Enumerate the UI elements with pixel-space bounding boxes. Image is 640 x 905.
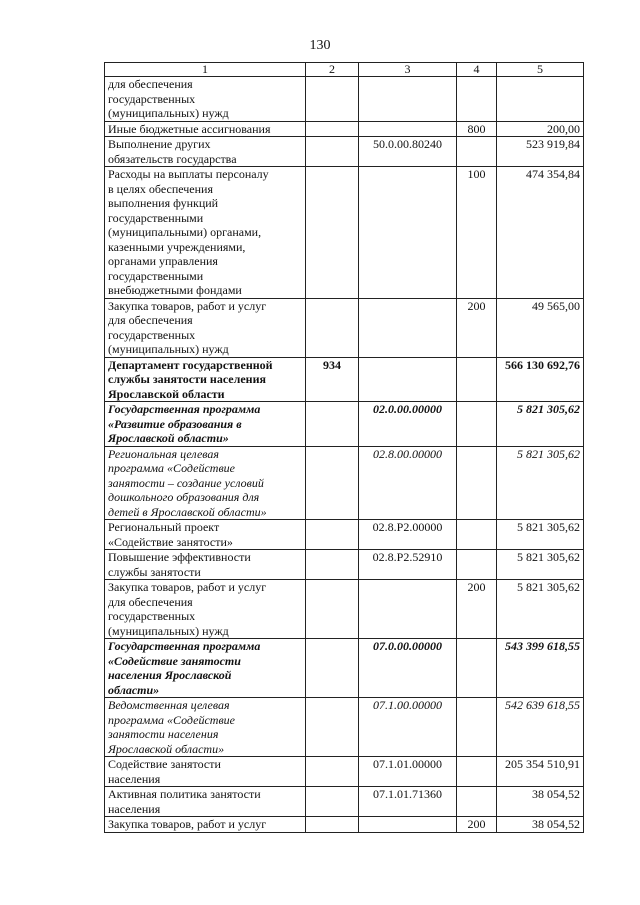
cell-amount: 543 399 618,55 <box>497 639 584 698</box>
cell-expense-type <box>457 137 497 167</box>
cell-name: Региональный проект «Содействие занятости» <box>105 520 306 550</box>
table-row <box>105 121 584 137</box>
cell-amount <box>497 77 584 122</box>
cell-target-article <box>359 167 457 299</box>
cell-target-article <box>359 357 457 402</box>
header-col-5: 5 <box>497 63 584 77</box>
table-row <box>105 137 584 167</box>
cell-name: Активная политика занятости населения <box>105 787 306 817</box>
cell-ministry-code <box>306 520 359 550</box>
cell-target-article: 07.0.00.00000 <box>359 639 457 698</box>
header-col-4: 4 <box>457 63 497 77</box>
cell-expense-type <box>457 402 497 447</box>
cell-expense-type: 800 <box>457 121 497 137</box>
cell-expense-type <box>457 520 497 550</box>
cell-name: Закупка товаров, работ и услуг для обеспечения государственных (муниципальных) нужд <box>105 580 306 639</box>
table-row <box>105 446 584 520</box>
cell-ministry-code <box>306 77 359 122</box>
cell-amount: 474 354,84 <box>497 167 584 299</box>
cell-amount: 523 919,84 <box>497 137 584 167</box>
cell-target-article: 02.8.Р2.00000 <box>359 520 457 550</box>
cell-target-article <box>359 121 457 137</box>
table-row <box>105 298 584 357</box>
cell-target-article <box>359 77 457 122</box>
cell-name: Региональная целевая программа «Содействие занятости – создание условий дошкольного образования для детей в Ярославской области» <box>105 446 306 520</box>
table-body <box>105 77 584 833</box>
table-row <box>105 580 584 639</box>
cell-name: Закупка товаров, работ и услуг для обеспечения государственных (муниципальных) нужд <box>105 298 306 357</box>
table-row <box>105 357 584 402</box>
cell-name: Департамент государственной службы занятости населения Ярославской области <box>105 357 306 402</box>
cell-amount: 200,00 <box>497 121 584 137</box>
cell-target-article: 02.0.00.00000 <box>359 402 457 447</box>
cell-name: для обеспечения государственных (муниципальных) нужд <box>105 77 306 122</box>
cell-ministry-code <box>306 402 359 447</box>
cell-ministry-code <box>306 137 359 167</box>
budget-table <box>104 62 584 833</box>
cell-ministry-code <box>306 167 359 299</box>
cell-amount: 542 639 618,55 <box>497 698 584 757</box>
cell-amount: 38 054,52 <box>497 787 584 817</box>
cell-ministry-code <box>306 550 359 580</box>
cell-expense-type: 100 <box>457 167 497 299</box>
table-row <box>105 77 584 122</box>
page-number: 130 <box>309 38 331 53</box>
table-row <box>105 520 584 550</box>
cell-target-article: 02.8.Р2.52910 <box>359 550 457 580</box>
cell-amount: 566 130 692,76 <box>497 357 584 402</box>
table-row <box>105 550 584 580</box>
cell-amount: 5 821 305,62 <box>497 550 584 580</box>
cell-name: Закупка товаров, работ и услуг <box>105 817 306 833</box>
cell-target-article: 50.0.00.80240 <box>359 137 457 167</box>
cell-target-article: 07.1.01.00000 <box>359 757 457 787</box>
table-row <box>105 402 584 447</box>
cell-target-article <box>359 817 457 833</box>
cell-expense-type <box>457 357 497 402</box>
cell-amount: 5 821 305,62 <box>497 402 584 447</box>
cell-ministry-code <box>306 580 359 639</box>
cell-expense-type <box>457 757 497 787</box>
cell-expense-type <box>457 77 497 122</box>
table-row <box>105 698 584 757</box>
table-row <box>105 817 584 833</box>
cell-ministry-code <box>306 639 359 698</box>
cell-expense-type: 200 <box>457 817 497 833</box>
cell-name: Государственная программа «Развитие образования в Ярославской области» <box>105 402 306 447</box>
cell-name: Выполнение других обязательств государства <box>105 137 306 167</box>
cell-expense-type: 200 <box>457 580 497 639</box>
cell-ministry-code <box>306 446 359 520</box>
cell-amount: 5 821 305,62 <box>497 580 584 639</box>
cell-amount: 5 821 305,62 <box>497 446 584 520</box>
table-header-row <box>105 63 584 77</box>
table-row <box>105 167 584 299</box>
cell-amount: 38 054,52 <box>497 817 584 833</box>
cell-amount: 205 354 510,91 <box>497 757 584 787</box>
cell-name: Иные бюджетные ассигнования <box>105 121 306 137</box>
header-col-1: 1 <box>105 63 306 77</box>
cell-amount: 5 821 305,62 <box>497 520 584 550</box>
table-row <box>105 757 584 787</box>
header-col-2: 2 <box>306 63 359 77</box>
cell-ministry-code <box>306 757 359 787</box>
cell-name: Государственная программа «Содействие занятости населения Ярославской области» <box>105 639 306 698</box>
cell-name: Повышение эффективности службы занятости <box>105 550 306 580</box>
cell-amount: 49 565,00 <box>497 298 584 357</box>
cell-ministry-code <box>306 298 359 357</box>
cell-expense-type <box>457 550 497 580</box>
table-row <box>105 787 584 817</box>
cell-ministry-code <box>306 817 359 833</box>
cell-name: Ведомственная целевая программа «Содействие занятости населения Ярославской области» <box>105 698 306 757</box>
cell-expense-type <box>457 446 497 520</box>
cell-ministry-code <box>306 698 359 757</box>
cell-target-article <box>359 580 457 639</box>
cell-expense-type: 200 <box>457 298 497 357</box>
cell-target-article: 07.1.00.00000 <box>359 698 457 757</box>
cell-target-article <box>359 298 457 357</box>
cell-expense-type <box>457 787 497 817</box>
cell-ministry-code <box>306 121 359 137</box>
cell-ministry-code <box>306 787 359 817</box>
table-row <box>105 639 584 698</box>
cell-target-article: 07.1.01.71360 <box>359 787 457 817</box>
cell-expense-type <box>457 639 497 698</box>
cell-expense-type <box>457 698 497 757</box>
cell-target-article: 02.8.00.00000 <box>359 446 457 520</box>
header-col-3: 3 <box>359 63 457 77</box>
cell-name: Расходы на выплаты персоналу в целях обеспечения выполнения функций государственными (муниципальными) органами, казенными учреждениями, органами управления государственными внебюджетными фондами <box>105 167 306 299</box>
cell-ministry-code: 934 <box>306 357 359 402</box>
cell-name: Содействие занятости населения <box>105 757 306 787</box>
